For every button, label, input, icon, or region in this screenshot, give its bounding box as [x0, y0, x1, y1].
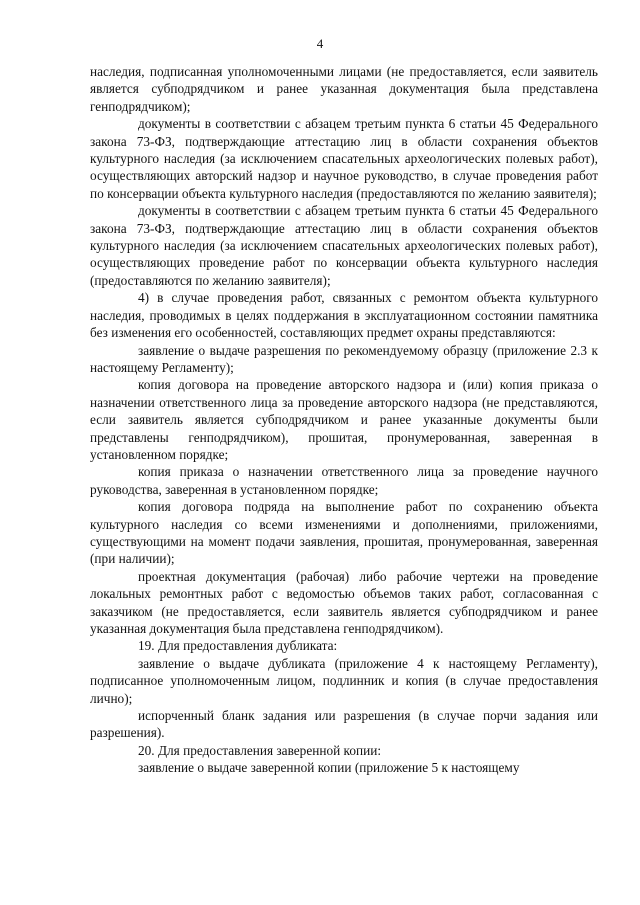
paragraph-duplicate-application: заявление о выдаче дубликата (приложение 4 к настоящему Регламенту), подписанное уполномоченным лицом, подлинник и копия (в случае предоставления лично);	[90, 655, 598, 706]
paragraph-attestation-conservation: документы в соответствии с абзацем третьим пункта 6 статьи 45 Федерального закона 73-ФЗ, подтверждающие аттестацию лиц в области сохранения объектов культурного наследия (за исключением спасательных археологических полевых работ), осуществляющих проведение работ по консервации объекта культурного наследия (предоставляются по желанию заявителя);	[90, 203, 598, 288]
paragraph-section-20-heading: 20. Для предоставления заверенной копии:	[138, 742, 382, 758]
paragraph-section-19-heading: 19. Для предоставления дубликата:	[138, 638, 338, 654]
paragraph-attestation-supervision: документы в соответствии с абзацем третьим пункта 6 статьи 45 Федерального закона 73-ФЗ, подтверждающие аттестацию лиц в области сохранения объектов культурного наследия (за исключением спасательных археологических полевых работ), осуществляющих авторский надзор и научное руководство, в случае проведения работ по консервации объекта культурного наследия (предоставляются по желанию заявителя);	[90, 116, 598, 201]
document-body	[90, 63, 598, 777]
page-number: 4	[316, 36, 324, 51]
paragraph-permit-application: заявление о выдаче разрешения по рекомендуемому образцу (приложение 2.3 к настоящему Регламенту);	[90, 342, 598, 375]
paragraph-scientific-lead-order: копия приказа о назначении ответственного лица за проведение научного руководства, заверенная в установленном порядке;	[90, 464, 598, 497]
paragraph-repair-works: 4) в случае проведения работ, связанных с ремонтом объекта культурного наследия, проводимых в целях поддержания в эксплуатационном состоянии памятника без изменения его особенностей, составляющих предмет охраны представляются:	[90, 290, 598, 341]
paragraph-certified-copy-application: заявление о выдаче заверенной копии (приложение 5 к настоящему	[138, 760, 520, 776]
paragraph-continuation: наследия, подписанная уполномоченными лицами (не предоставляется, если заявитель является субподрядчиком и ранее указанная документация была представлена генподрядчиком);	[90, 64, 598, 114]
paragraph-works-contract: копия договора подряда на выполнение работ по сохранению объекта культурного наследия со всеми изменениями и дополнениями, приложениями, существующими на момент подачи заявления, прошитая, пронумерованная, заверенная (при наличии);	[90, 499, 598, 567]
paragraph-damaged-form: испорченный бланк задания или разрешения (в случае порчи задания или разрешения).	[90, 708, 598, 741]
paragraph-project-documentation: проектная документация (рабочая) либо рабочие чертежи на проведение локальных ремонтных работ с ведомостью объемов таких работ, согласованная с заказчиком (не предоставляется, если заявитель является субподрядчиком и ранее указанная документация была представлена генподрядчиком).	[90, 568, 598, 636]
paragraph-supervision-contract: копия договора на проведение авторского надзора и (или) копия приказа о назначении ответственного лица за проведение авторского надзора (не представляются, если заявитель является субподрядчиком и ранее указанные документы были представлены генподрядчиком), прошитая, пронумерованная, заверенная в установленном порядке;	[90, 377, 598, 462]
